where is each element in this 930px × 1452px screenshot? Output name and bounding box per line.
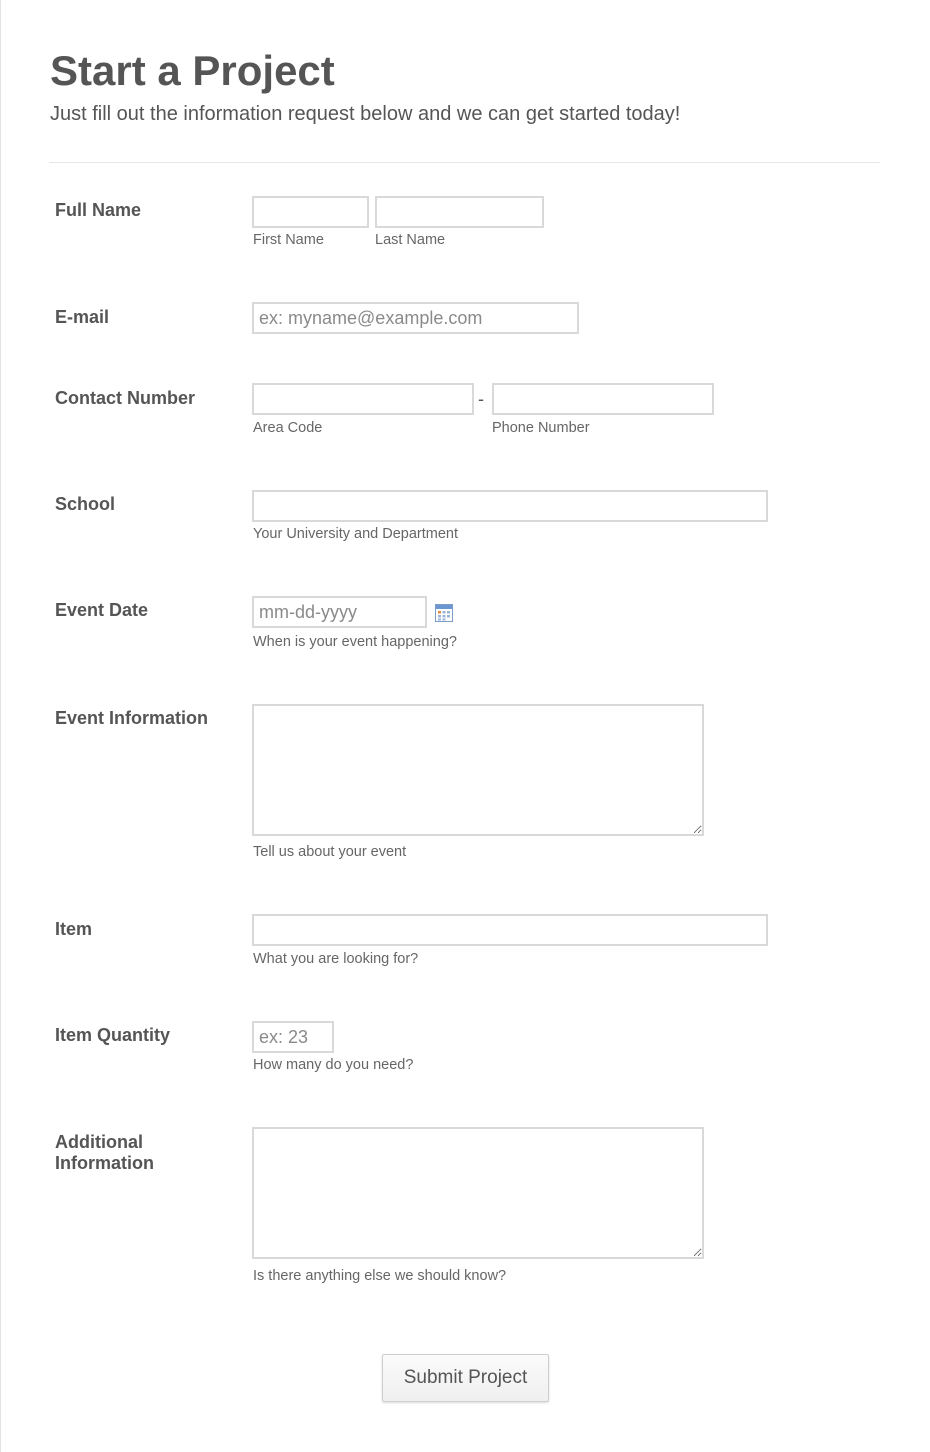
item-quantity-input[interactable]	[252, 1021, 334, 1053]
item-label: Item	[55, 919, 93, 939]
additional-label-line1: Additional	[55, 1132, 143, 1152]
item-quantity-sublabel: How many do you need?	[253, 1057, 414, 1073]
submit-project-button[interactable]: Submit Project	[382, 1354, 549, 1402]
page-title: Start a Project	[50, 47, 335, 94]
event-date-input[interactable]	[252, 596, 427, 628]
page-frame-edge	[0, 0, 1, 1452]
first-name-input[interactable]	[252, 196, 369, 228]
additional-information-label	[55, 1132, 154, 1174]
school-input[interactable]	[252, 490, 768, 522]
phone-number-input[interactable]	[492, 383, 714, 415]
school-sublabel: Your University and Department	[253, 526, 458, 542]
event-information-label: Event Information	[55, 708, 209, 728]
event-date-sublabel: When is your event happening?	[253, 634, 457, 650]
event-information-sublabel: Tell us about your event	[253, 844, 407, 860]
event-date-label: Event Date	[55, 600, 149, 620]
phone-separator: -	[478, 389, 484, 409]
item-sublabel: What you are looking for?	[253, 951, 419, 967]
phone-number-sublabel: Phone Number	[492, 420, 590, 436]
calendar-icon[interactable]	[435, 604, 453, 622]
full-name-label: Full Name	[55, 200, 142, 220]
page-subtitle: Just fill out the information request below and we can get started today!	[50, 103, 681, 125]
email-input[interactable]	[252, 302, 579, 334]
item-input[interactable]	[252, 914, 768, 946]
email-label: E-mail	[55, 307, 110, 327]
additional-information-sublabel: Is there anything else we should know?	[253, 1268, 507, 1284]
event-information-textarea[interactable]	[252, 704, 704, 836]
first-name-sublabel: First Name	[253, 232, 324, 248]
additional-label-line2: Information	[55, 1153, 154, 1173]
area-code-input[interactable]	[252, 383, 474, 415]
last-name-sublabel: Last Name	[375, 232, 446, 248]
header-divider	[49, 162, 880, 163]
last-name-input[interactable]	[375, 196, 544, 228]
contact-number-label: Contact Number	[55, 388, 196, 408]
school-label: School	[55, 494, 116, 514]
form-header	[50, 46, 680, 127]
item-quantity-label: Item Quantity	[55, 1025, 171, 1045]
area-code-sublabel: Area Code	[253, 420, 323, 436]
additional-information-textarea[interactable]	[252, 1127, 704, 1259]
